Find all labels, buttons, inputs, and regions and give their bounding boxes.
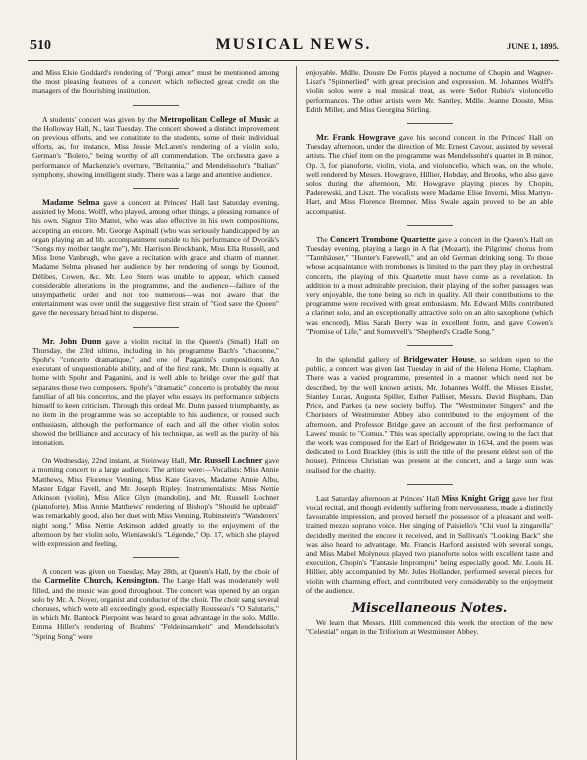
text: A concert was given on Tuesday, May 28th, at Queen's Hall, by the choir of the <box>32 567 279 586</box>
paragraph: and Miss Elsie Goddard's rendering of "Porgi amor" must be mentioned among the most pleasing features of a concert which reflected great credit on the managers of the flourishing institution. <box>32 68 279 96</box>
text: gave a concert in the Queen's Hall on Tuesday evening, playing a largo in A flat (Mozart), the Pilgrims' chorus from "Tannhäuser," "Hunter's Farewell," and an old German drinking song. To those whose acquaintance with trombones is limited to the part they play in orchestral concerts, the playing of this Quartette must have come as a revelation. In addition to a most admirable precision, their playing of the softer passages was very enjoyable, the tone being so rich in quality. All their contributions to the programme were received with great enthusiasm. Mr. Edward Mills contributed a clarinet solo, and an exceptionally attractive solo on an alto saxophone (which was encored), Miss Sarah Berry was in excellent form, and gave Cowen's "Promise of Life," and Somervell's "Shepherd's Cradle Song." <box>306 234 553 336</box>
subject-name: Mr. John Dunn <box>42 336 102 346</box>
paragraph: We learn that Messrs. Hill commenced this week the erection of the new "Celestial" organ in the Triforium at Westminster Abbey. <box>306 618 553 637</box>
article-metropolitan-college <box>32 115 279 179</box>
paragraph <box>32 115 279 179</box>
paragraph <box>306 235 553 336</box>
paragraph <box>306 133 553 216</box>
right-column <box>306 68 553 646</box>
article-bridgewater-house <box>306 355 553 475</box>
paragraph <box>306 494 553 595</box>
text: gave a concert at Princes' Hall last Saturday evening, assisted by Mons. Wolff, who played, among other things, a pleasing romance of his own. Signor Tito Mattei, who was also effective in his own compositions, accepting an encore. Mr. George Aspinall (who was seriously handicapped by an organ playing an ad lib. accompaniment outside to his performance of Dvorák's "Songs my mother taught me"), Mr. Harrison Brockbank, Miss Ella Russell, and Miss Irene Vanbrugh, who gave a recitation with grace and charm of manner. Madame Selma pleased her audience by her rendering of songs by Gounod, Délibes, Cowen, &c. Mr. Leo Stern was unable to appear, which caused considerable alterations in the programme, and the audience—failure of the unsympathetic order and not too numerous—was not aware that the entertainment was over until the suggestive first strain of "God save the Queen" gave the necessary broad hint to disperse. <box>32 198 280 318</box>
section-heading: Miscellaneous Notes. <box>351 600 508 616</box>
text: gave her first vocal recital, and though evidently suffering from nervousness, made a distinctly favourable impression, and proved herself the possessor of a pleasant and well-trained mezzo soprano voice. Her singing of Paisiello's "Chi vuol la zingarella" decidedly merited the encore it received, and in Sullivan's "Looking Back" she was also heard to advantage. Mr. Francis Harford assisted with several songs, and Miss Mabel Molyneux played two pianoforte solos with excellent taste and execution, Chopin's "Fantasie Impromptu" being especially good. Mr. Louis H. Hillier, ably accompanied by Mr. Jules Hollander, performed several pieces for violin with charming effect, and contributed very considerably to the enjoyment of the audience. <box>306 493 553 595</box>
subject-name: Mr. Frank Howgrave <box>316 133 396 143</box>
text: gave his second concert in the Princes' Hall on Tuesday afternoon, under the direction of Mr. Ernest Cavour, assisted by several artists. The chief item on the programme was Mendelssohn's quartet in B minor, Op. 3, for pianoforte, violin, viola, and violoncello, which was, on the whole, well rendered by Messrs. Howgrave, Hillier, Hobday, and Brooks, who also gave solos during the afternoon, Mr. Howgrave playing pieces by Chopin, Paderewski, and Liszt. The vocalists were Madame Elise Inverni, Miss Martyn-Hart, and Miss Florence Bremner. Miss Swale again proved to be an able accompanist. <box>306 133 553 216</box>
subject-name: Bridgewater House <box>403 355 474 365</box>
subject-name: Mr. Russell Lochner <box>188 456 263 466</box>
paragraph <box>32 337 279 447</box>
separator <box>407 123 453 124</box>
issue-date: JUNE 1, 1895. <box>507 41 559 51</box>
paragraph <box>32 456 279 548</box>
page-number: 510 <box>30 38 51 53</box>
paragraph <box>306 355 553 475</box>
text: at the Holloway Hall, N., last Tuesday. The concert showed a distinct improvement on previous efforts, and we constitute to the students, some of their individual efforts, as, for instance, Miss Jessie McLaren's rendering of a violin solo, German's "Bolero," being worthy of all commendation. The orchestra gave a performance of Mackenzie's overture, "Britannia," and Mendelssohn's "Italian" symphony, showing intelligent study. There was a large and attentive audience. <box>32 114 279 179</box>
subject-name: Miss Knight Grigg <box>441 493 510 503</box>
article-madame-selma <box>32 198 279 318</box>
column-divider <box>296 66 297 760</box>
paragraph <box>32 198 279 318</box>
header-rule <box>28 60 559 61</box>
subject-name: Madame Selma <box>42 198 100 208</box>
article-russell-lochner <box>32 456 279 548</box>
separator <box>133 188 179 189</box>
text: The Large Hall was moderately well filled, and the music was good throughout. The concert was opened by an organ solo by Mr. A. Noyer, organist and conductor of the choir. The choir sang several choruses, which were all exceedingly good, especially Rousseau's "O Salutaris," in which Mr. Bantock Pierpoint was heard to great advantage in the solo. Mdlle. Emma Hiller's rendering of Brahms' "Feldeinsamkeit" and Mendelssohn's "Spring Song" were <box>32 576 279 641</box>
paragraph: enjoyable. Mdlle. Douste De Fortis played a nocturne of Chopin and Wagner-Liszt's "Spinnerlied" with great precision and expression. M. Johannes Wolff's violin solos were a real musical treat, as were Señor Rubio's violoncello performances. The other artists were Mr. Santley, Mdlle. Jeanne Douste, Miss Edith Miller, and Miss Georgina Stirling. <box>306 68 553 114</box>
text: A students' concert was given by the <box>42 114 160 124</box>
text: On Wednesday, 22nd instant, at Steinway Hall, <box>42 456 189 466</box>
subject-name: Metropolitan College of Music <box>159 114 271 124</box>
text: , so seldom open to the public, a concert was given last Tuesday in aid of the Helena Home, Clapham. There was a varied programme, presented in a manner which need not be described, by the well known artists, Mr. Johannes Wolff, the Misses Eissler, Stanley Lucas, Augusta Spiller, Esther Palliser, Messrs. David Bispham, Dan Price, and Parkes (a new society buffo). The "Westminster Singers" and the Choristers of Westminster Abbey also contributed to the enjoyment of the afternoon, and Professor Bridge gave an account of the first performance of Lawes' music to "Comus." This was specially appropriate, owing to the fact that the work was composed for the Earl of Bridgewater in 1634, and the poem was dedicated to Lord Brackley (this is still the title of the present eldest son of the house). Princess Christian was present at the concert, and a large sum was realised for the charity. <box>306 355 553 475</box>
article-john-dunn <box>32 337 279 447</box>
article-knight-grigg <box>306 494 553 595</box>
subject-name: Carmelite Church, Kensington. <box>44 576 160 586</box>
article-carmelite-church <box>32 567 279 641</box>
left-column <box>32 68 279 650</box>
separator <box>407 225 453 226</box>
separator <box>133 557 179 558</box>
separator <box>133 327 179 328</box>
separator <box>407 345 453 346</box>
article-celestial-organ <box>306 618 553 636</box>
separator <box>407 484 453 485</box>
paragraph <box>32 567 279 641</box>
article-carmelite-church-cont <box>306 68 553 114</box>
text: gave a morning concert to a large audience. The artiste were:—Vocalists: Miss Annie Matthews, Miss Florence Venning, Miss Kate Graves, Madame Annie Albu, Master Edgar Favell, and Mr. Joseph Ripley. Instrumentalists: Miss Nettie Atkinson (violin), Miss Alice Glyn (mandolin), and Mr. Russell Lochner (pianoforte). Miss Annie Matthews' rendering of Bishop's "Should he upbraid" was remarkably good, also her duet with Miss Venning, Rubinstein's "Wanderers' night song." Miss Nettie Atkinson added greatly to the enjoyment of the afternoon by her violin solo, Wieniawski's "Légende," Op. 17, which she played with expression and feeling. <box>32 456 279 548</box>
text: Last Saturday afternoon at Princes' Hall <box>316 493 442 503</box>
article-goddard-end <box>32 68 279 96</box>
article-frank-howgrave <box>306 133 553 216</box>
text: The <box>316 234 331 244</box>
text: In the splendid gallery of <box>316 355 404 365</box>
text: gave a violin recital in the Queen's (Small) Hall on Thursday, the 23rd ultimo, including in his programme Bach's "chaconne," Spohr's "concerto dramatique," and one of Paganini's compositions. An executant of unquestionable ability, and of the first rank, Mr. Dunn is equally at home with Spohr and Paganini, and is well able to bridge over the gulf that separates those two composers. Spohr's "dramatic" concerto is probably the most familiar of all his concertos, and the player who essays its performance subjects himself to keen criticism. Through this ordeal Mr. Dunn passed triumphantly, as no item in the programme was so acceptable to his audience, or roused such enthusiasm, although the performance of each and all the other violin solos showed the brilliance and accuracy of his technique, as well as the purity of his intonation. <box>32 336 279 447</box>
subject-name: Concert Trombone Quartette <box>330 234 436 244</box>
page-header <box>0 0 587 54</box>
journal-title: MUSICAL NEWS. <box>215 36 372 53</box>
article-trombone-quartette <box>306 235 553 336</box>
separator <box>133 105 179 106</box>
